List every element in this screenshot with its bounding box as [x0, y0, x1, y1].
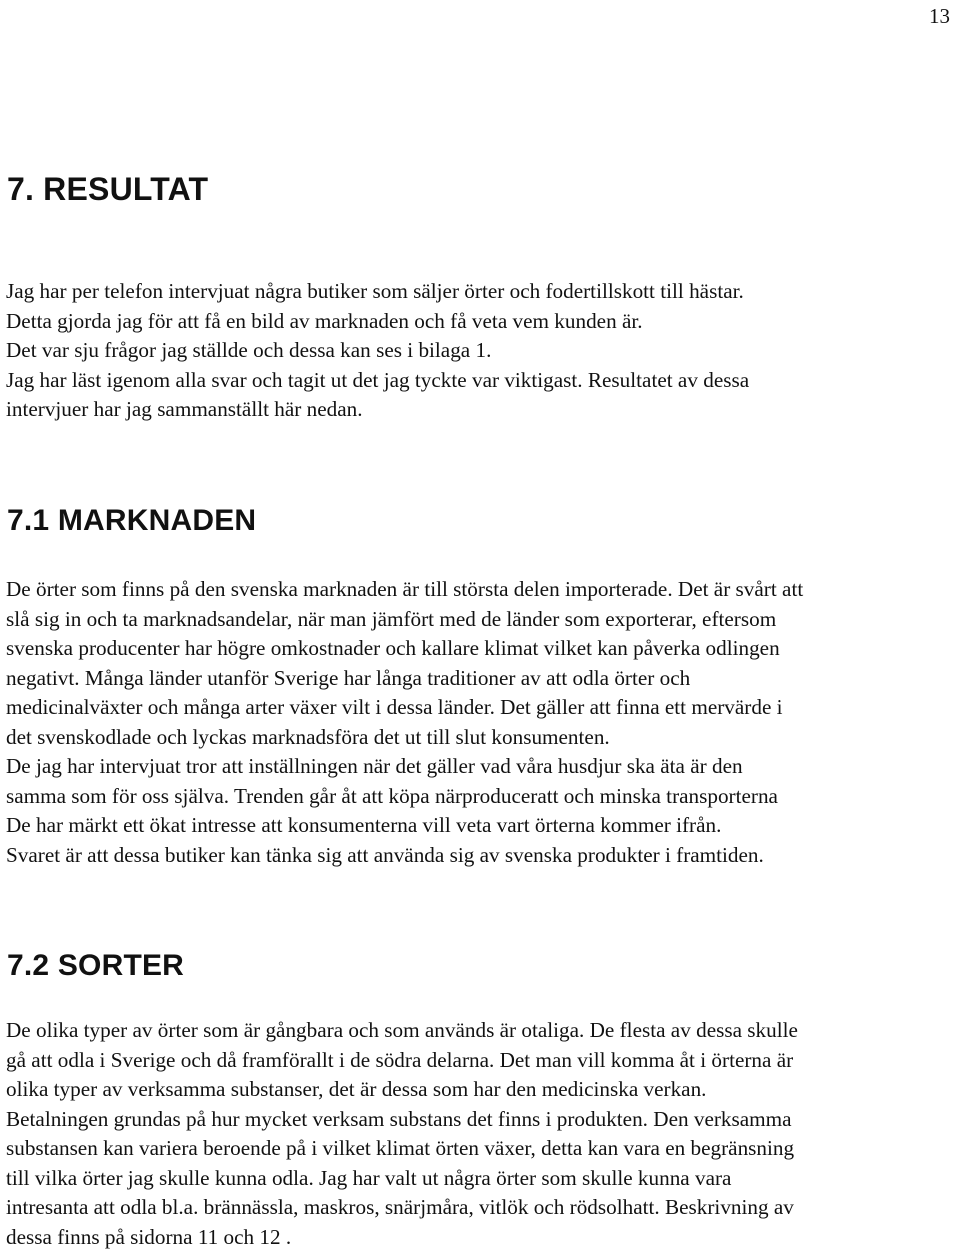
text-line: De har märkt ett ökat intresse att konsumenterna vill veta vart örterna kommer ifrån. [6, 813, 722, 837]
text-line: gå att odla i Sverige och då framförallt i de södra delarna. Det man vill komma åt i örterna är [6, 1047, 794, 1072]
text-line: substansen kan variera beroende på i vilket klimat örten växer, detta kan vara en begränsning [6, 1136, 795, 1160]
text-line: De olika typer av örter som är gångbara och som används är otaliga. De flesta av dessa skulle [6, 1018, 798, 1042]
paragraph-marknaden [6, 575, 956, 870]
text-line: medicinalväxter och många arter växer vilt i dessa länder. Det gäller att finna ett mervärde i [6, 695, 783, 719]
paragraph-resultat [6, 277, 956, 425]
text-line: De jag har intervjuat tror att inställningen när det gäller vad våra husdjur ska äta är den [6, 754, 743, 778]
text-line: Jag har läst igenom alla svar och tagit ut det jag tyckte var viktigast. Resultatet av dessa [6, 367, 750, 392]
text-line: intervjuer har jag sammanställt här nedan. [6, 397, 363, 421]
text-line: dessa finns på sidorna 11 och 12 . [6, 1224, 292, 1249]
text-line: till vilka örter jag skulle kunna odla. Jag har valt ut några örter som skulle kunna vara [6, 1165, 732, 1190]
section-heading-resultat: 7. RESULTAT [7, 171, 209, 207]
text-line: Jag har per telefon intervjuat några butiker som säljer örter och fodertillskott till hästar. [6, 279, 744, 303]
text-line: Betalningen grundas på hur mycket verksam substans det finns i produkten. Den verksamma [6, 1106, 792, 1131]
text-line: olika typer av verksamma substanser, det är dessa som har den medicinska verkan. [6, 1077, 707, 1101]
text-line: samma som för oss själva. Trenden går åt att köpa närproduceratt och minska transporterna [6, 783, 778, 808]
text-line: Detta gjorda jag för att få en bild av marknaden och få veta vem kunden är. [6, 308, 643, 333]
section-heading-sorter: 7.2 SORTER [7, 949, 185, 982]
text-line: Det var sju frågor jag ställde och dessa kan ses i bilaga 1. [6, 338, 492, 362]
text-line: slå sig in och ta marknadsandelar, när man jämfört med de länder som exporterar, eftersom [6, 606, 777, 631]
text-line: negativt. Många länder utanför Sverige har långa traditioner av att odla örter och [6, 665, 691, 690]
paragraph-sorter [6, 1016, 956, 1252]
text-line: Svaret är att dessa butiker kan tänka sig att använda sig av svenska produkter i framtiden. [6, 842, 764, 867]
text-line: svenska producenter har högre omkostnader och kallare klimat vilket kan påverka odlingen [6, 636, 780, 660]
page-number: 13 [929, 4, 950, 28]
section-heading-marknaden: 7.1 MARKNADEN [7, 504, 257, 537]
text-line: intresanta att odla bl.a. brännässla, maskros, snärjmåra, vitlök och rödsolhatt. Beskrivning av [6, 1195, 794, 1219]
text-line: De örter som finns på den svenska marknaden är till största delen importerade. Det är svårt att [6, 577, 804, 601]
text-line: det svenskodlade och lyckas marknadsföra det ut till slut konsumenten. [6, 724, 610, 749]
